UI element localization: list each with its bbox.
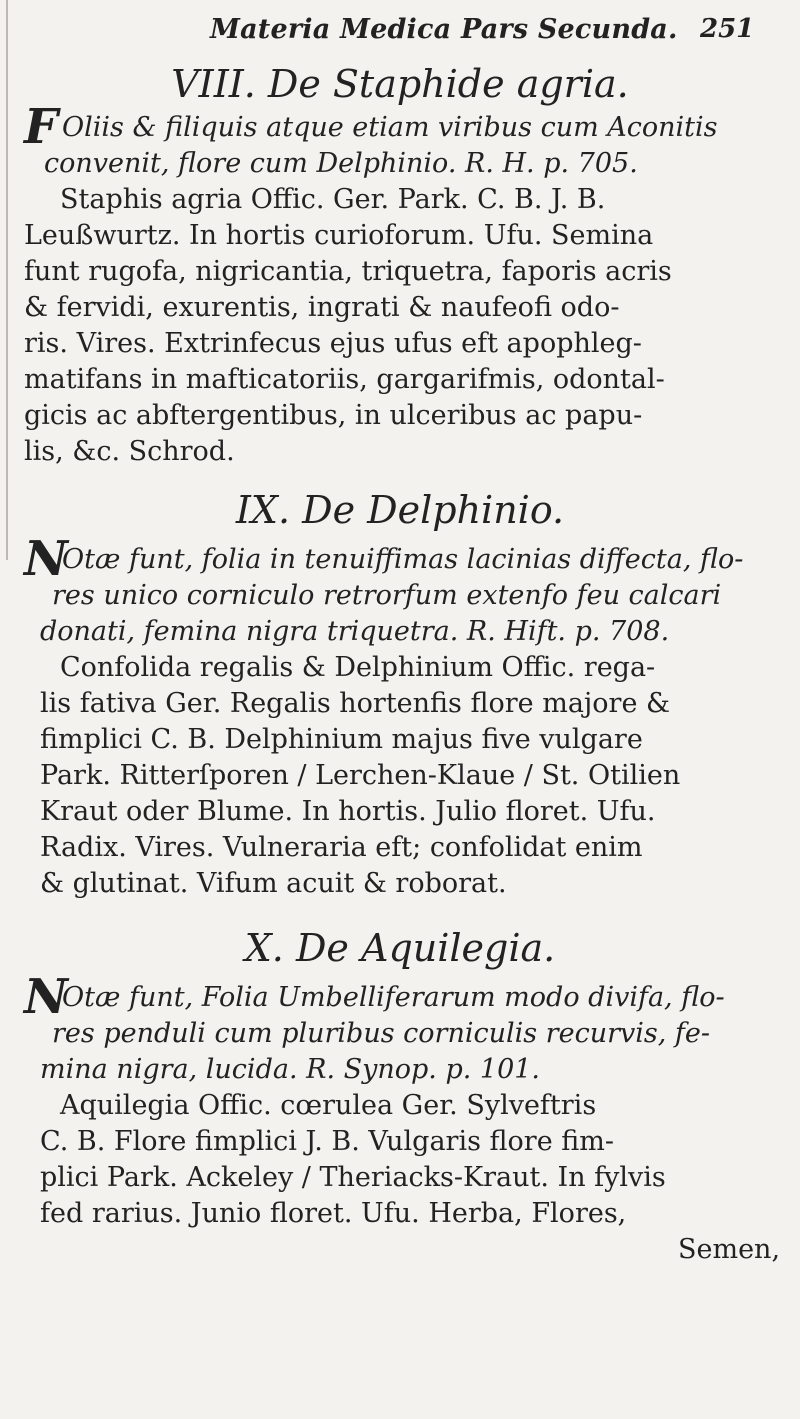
text-line: lis, &c. Schrod.	[24, 436, 235, 467]
text-line: lis fativa Ger. Regalis hortenfis flore majore &	[40, 688, 671, 719]
text-line: res unico corniculo retrorfum extenfo feu calcari	[52, 580, 722, 611]
page-header	[0, 8, 800, 44]
drop-cap: N	[24, 969, 68, 1025]
text-line: mina nigra, lucida. R. Synop. p. 101.	[40, 1054, 541, 1085]
page-number: 251	[700, 14, 755, 44]
text-line: C. B. Flore fimplici J. B. Vulgaris flore fim-	[40, 1126, 614, 1157]
running-title: Materia Medica Pars Secunda.	[210, 14, 678, 45]
text-line: Aquilegia Offic. cœrulea Ger. Sylveftris	[60, 1090, 597, 1121]
text-line: Staphis agria Offic. Ger. Park. C. B. J. B.	[60, 184, 606, 215]
drop-cap: F	[24, 99, 59, 155]
text-line: Kraut oder Blume. In hortis. Julio floret. Ufu.	[40, 796, 656, 827]
section-title: VIII. De Staphide agria.	[171, 62, 629, 106]
catchword: Semen,	[678, 1234, 781, 1265]
text-line: & fervidi, exurentis, ingrati & naufeofi odo-	[24, 292, 620, 323]
text-line: Confolida regalis & Delphinium Offic. rega-	[60, 652, 656, 683]
text-line: Otæ funt, Folia Umbelliferarum modo divifa, flo-	[62, 982, 725, 1013]
text-line: matifans in mafticatoriis, gargarifmis, odontal-	[24, 364, 665, 395]
text-line: Radix. Vires. Vulneraria eft; confolidat enim	[40, 832, 643, 863]
text-line: res penduli cum pluribus corniculis recurvis, fe-	[52, 1018, 710, 1049]
text-line: ris. Vires. Extrinfecus ejus ufus eft apophleg-	[24, 328, 642, 359]
text-line: Park. Ritterſporen / Lerchen-Klaue / St. Otilien	[40, 760, 681, 791]
section-title: X. De Aquilegia.	[244, 926, 556, 970]
text-line: plici Park. Ackeley / Theriacks-Kraut. In fylvis	[40, 1162, 666, 1193]
section-title: IX. De Delphinio.	[235, 488, 565, 532]
text-line: funt rugofa, nigricantia, triquetra, faporis acris	[24, 256, 672, 287]
text-line: fed rarius. Junio floret. Ufu. Herba, Flores,	[40, 1198, 627, 1229]
text-line: fimplici C. B. Delphinium majus five vulgare	[40, 724, 643, 755]
text-line: convenit, flore cum Delphinio. R. H. p. 705.	[44, 148, 638, 179]
text-line: Oliis & filiquis atque etiam viribus cum Aconitis	[62, 112, 718, 143]
text-line: Leußwurtz. In hortis curioforum. Ufu. Semina	[24, 220, 654, 251]
drop-cap: N	[24, 531, 68, 587]
text-line: donati, femina nigra triquetra. R. Hift. p. 708.	[40, 616, 670, 647]
text-line: Otæ funt, folia in tenuiffimas lacinias diffecta, flo-	[62, 544, 744, 575]
text-line: & glutinat. Vifum acuit & roborat.	[40, 868, 507, 899]
text-line: gicis ac abftergentibus, in ulceribus ac papu-	[24, 400, 643, 431]
